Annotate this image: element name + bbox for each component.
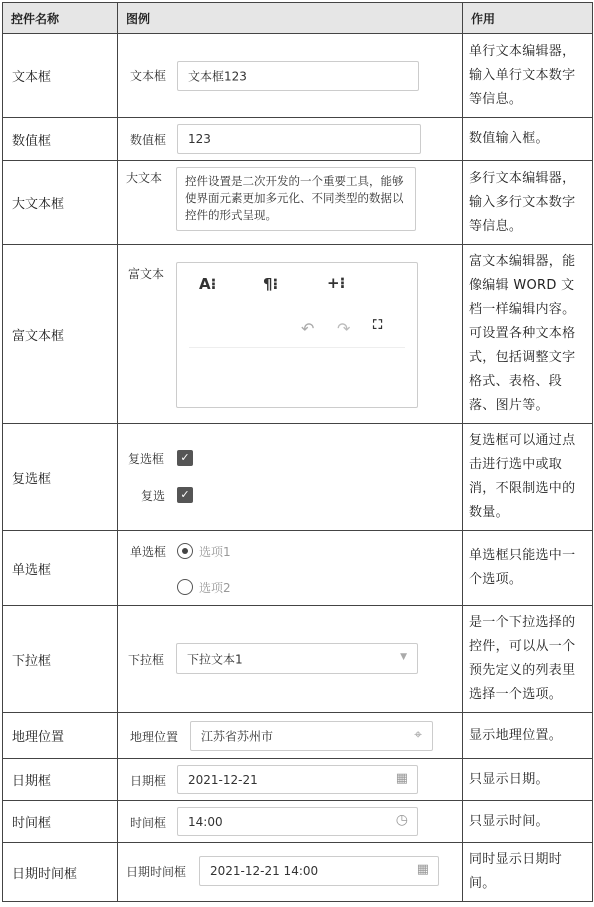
row-name: 复选框 bbox=[3, 424, 118, 531]
location-pin-icon[interactable]: ⌖ bbox=[414, 727, 422, 743]
datetime-input[interactable] bbox=[199, 856, 439, 886]
paragraph-icon[interactable]: ¶⁝ bbox=[263, 275, 279, 293]
radio-option-2[interactable] bbox=[177, 579, 193, 595]
field-label: 复选 bbox=[141, 489, 166, 503]
row-name: 单选框 bbox=[3, 531, 118, 606]
controls-table bbox=[2, 2, 593, 902]
row-name: 数值框 bbox=[3, 118, 118, 161]
field-label: 大文本 bbox=[126, 171, 163, 185]
undo-icon[interactable]: ↶ bbox=[301, 319, 315, 338]
example-cell bbox=[118, 531, 463, 606]
textarea-input[interactable]: 控件设置是二次开发的一个重要工具，能够使界面元素更加多元化、不同类型的数据以控件的形式呈现。 bbox=[176, 167, 416, 231]
clock-icon[interactable]: ◷ bbox=[395, 812, 408, 828]
location-input[interactable] bbox=[190, 721, 433, 751]
row-time bbox=[3, 801, 593, 843]
radio-option-1[interactable] bbox=[177, 543, 193, 559]
redo-icon[interactable]: ↷ bbox=[337, 319, 351, 338]
row-desc: 只显示日期。 bbox=[463, 759, 593, 801]
calendar-icon[interactable]: ▦ bbox=[416, 862, 429, 877]
example-cell bbox=[118, 801, 463, 843]
row-desc: 复选框可以通过点击进行选中或取消，不限制选中的数量。 bbox=[463, 424, 593, 531]
row-desc: 同时显示日期时间。 bbox=[463, 843, 593, 902]
example-cell bbox=[118, 713, 463, 759]
row-desc: 显示地理位置。 bbox=[463, 713, 593, 759]
datetime-value: 2021-12-21 14:00 bbox=[210, 864, 319, 878]
number-input[interactable] bbox=[177, 124, 421, 154]
field-label: 文本框 bbox=[130, 69, 167, 83]
row-name: 大文本框 bbox=[3, 161, 118, 245]
radio-option-2-label[interactable]: 选项2 bbox=[199, 581, 231, 595]
row-desc: 数值输入框。 bbox=[463, 118, 593, 161]
example-cell bbox=[118, 34, 463, 118]
row-desc: 单选框只能选中一个选项。 bbox=[463, 531, 593, 606]
font-format-icon[interactable]: A⁝ bbox=[199, 275, 217, 293]
row-name: 时间框 bbox=[3, 801, 118, 843]
richtext-editor[interactable] bbox=[176, 262, 418, 408]
header-name: 控件名称 bbox=[3, 3, 118, 34]
row-name: 地理位置 bbox=[3, 713, 118, 759]
field-label: 复选框 bbox=[128, 452, 165, 466]
field-label: 日期框 bbox=[130, 774, 167, 788]
text-input[interactable] bbox=[177, 61, 419, 91]
example-cell bbox=[118, 118, 463, 161]
field-label: 下拉框 bbox=[128, 653, 165, 667]
row-radio bbox=[3, 531, 593, 606]
insert-icon[interactable]: +⁝ bbox=[327, 274, 346, 292]
location-value: 江苏省苏州市 bbox=[201, 729, 274, 744]
row-name: 富文本框 bbox=[3, 245, 118, 424]
row-select bbox=[3, 606, 593, 713]
text-input-value: 文本框123 bbox=[188, 69, 247, 84]
select-dropdown[interactable] bbox=[176, 643, 418, 674]
row-textbox bbox=[3, 34, 593, 118]
example-cell bbox=[118, 245, 463, 424]
example-cell bbox=[118, 161, 463, 245]
select-value: 下拉文本1 bbox=[187, 652, 243, 666]
row-richtext bbox=[3, 245, 593, 424]
chevron-down-icon: ▼ bbox=[400, 652, 407, 662]
row-datetime bbox=[3, 843, 593, 902]
checkbox-1[interactable]: ✓ bbox=[177, 450, 193, 466]
header-purpose: 作用 bbox=[463, 3, 593, 34]
header-example: 图例 bbox=[118, 3, 463, 34]
example-cell bbox=[118, 606, 463, 713]
row-textarea bbox=[3, 161, 593, 245]
time-value: 14:00 bbox=[188, 814, 223, 829]
field-label: 单选框 bbox=[130, 545, 167, 559]
fullscreen-icon[interactable]: ⛶ bbox=[373, 318, 383, 333]
radio-option-1-label[interactable]: 选项1 bbox=[199, 545, 231, 559]
row-desc: 单行文本编辑器，输入单行文本数字等信息。 bbox=[463, 34, 593, 118]
calendar-icon[interactable]: ▦ bbox=[395, 771, 408, 786]
row-checkbox bbox=[3, 424, 593, 531]
checkbox-2[interactable]: ✓ bbox=[177, 487, 193, 503]
number-input-value: 123 bbox=[188, 132, 211, 146]
header-row bbox=[3, 3, 593, 34]
row-desc: 是一个下拉选择的控件，可以从一个预先定义的列表里选择一个选项。 bbox=[463, 606, 593, 713]
row-desc: 多行文本编辑器，输入多行文本数字等信息。 bbox=[463, 161, 593, 245]
field-label: 地理位置 bbox=[130, 730, 179, 744]
example-cell bbox=[118, 759, 463, 801]
row-location bbox=[3, 713, 593, 759]
field-label: 日期时间框 bbox=[126, 865, 187, 879]
row-name: 日期框 bbox=[3, 759, 118, 801]
field-label: 时间框 bbox=[130, 816, 167, 830]
date-input[interactable] bbox=[177, 765, 418, 794]
row-date bbox=[3, 759, 593, 801]
row-name: 下拉框 bbox=[3, 606, 118, 713]
row-name: 日期时间框 bbox=[3, 843, 118, 902]
row-desc: 只显示时间。 bbox=[463, 801, 593, 843]
row-name: 文本框 bbox=[3, 34, 118, 118]
row-numberbox bbox=[3, 118, 593, 161]
example-cell bbox=[118, 424, 463, 531]
toolbar-divider bbox=[189, 347, 405, 348]
date-value: 2021-12-21 bbox=[188, 772, 258, 787]
field-label: 富文本 bbox=[128, 267, 165, 281]
field-label: 数值框 bbox=[130, 133, 167, 147]
row-desc: 富文本编辑器，能像编辑 WORD 文档一样编辑内容。可设置各种文本格式，包括调整文字格式、表格、段落、图片等。 bbox=[463, 245, 593, 424]
time-input[interactable] bbox=[177, 807, 418, 836]
example-cell bbox=[118, 843, 463, 902]
